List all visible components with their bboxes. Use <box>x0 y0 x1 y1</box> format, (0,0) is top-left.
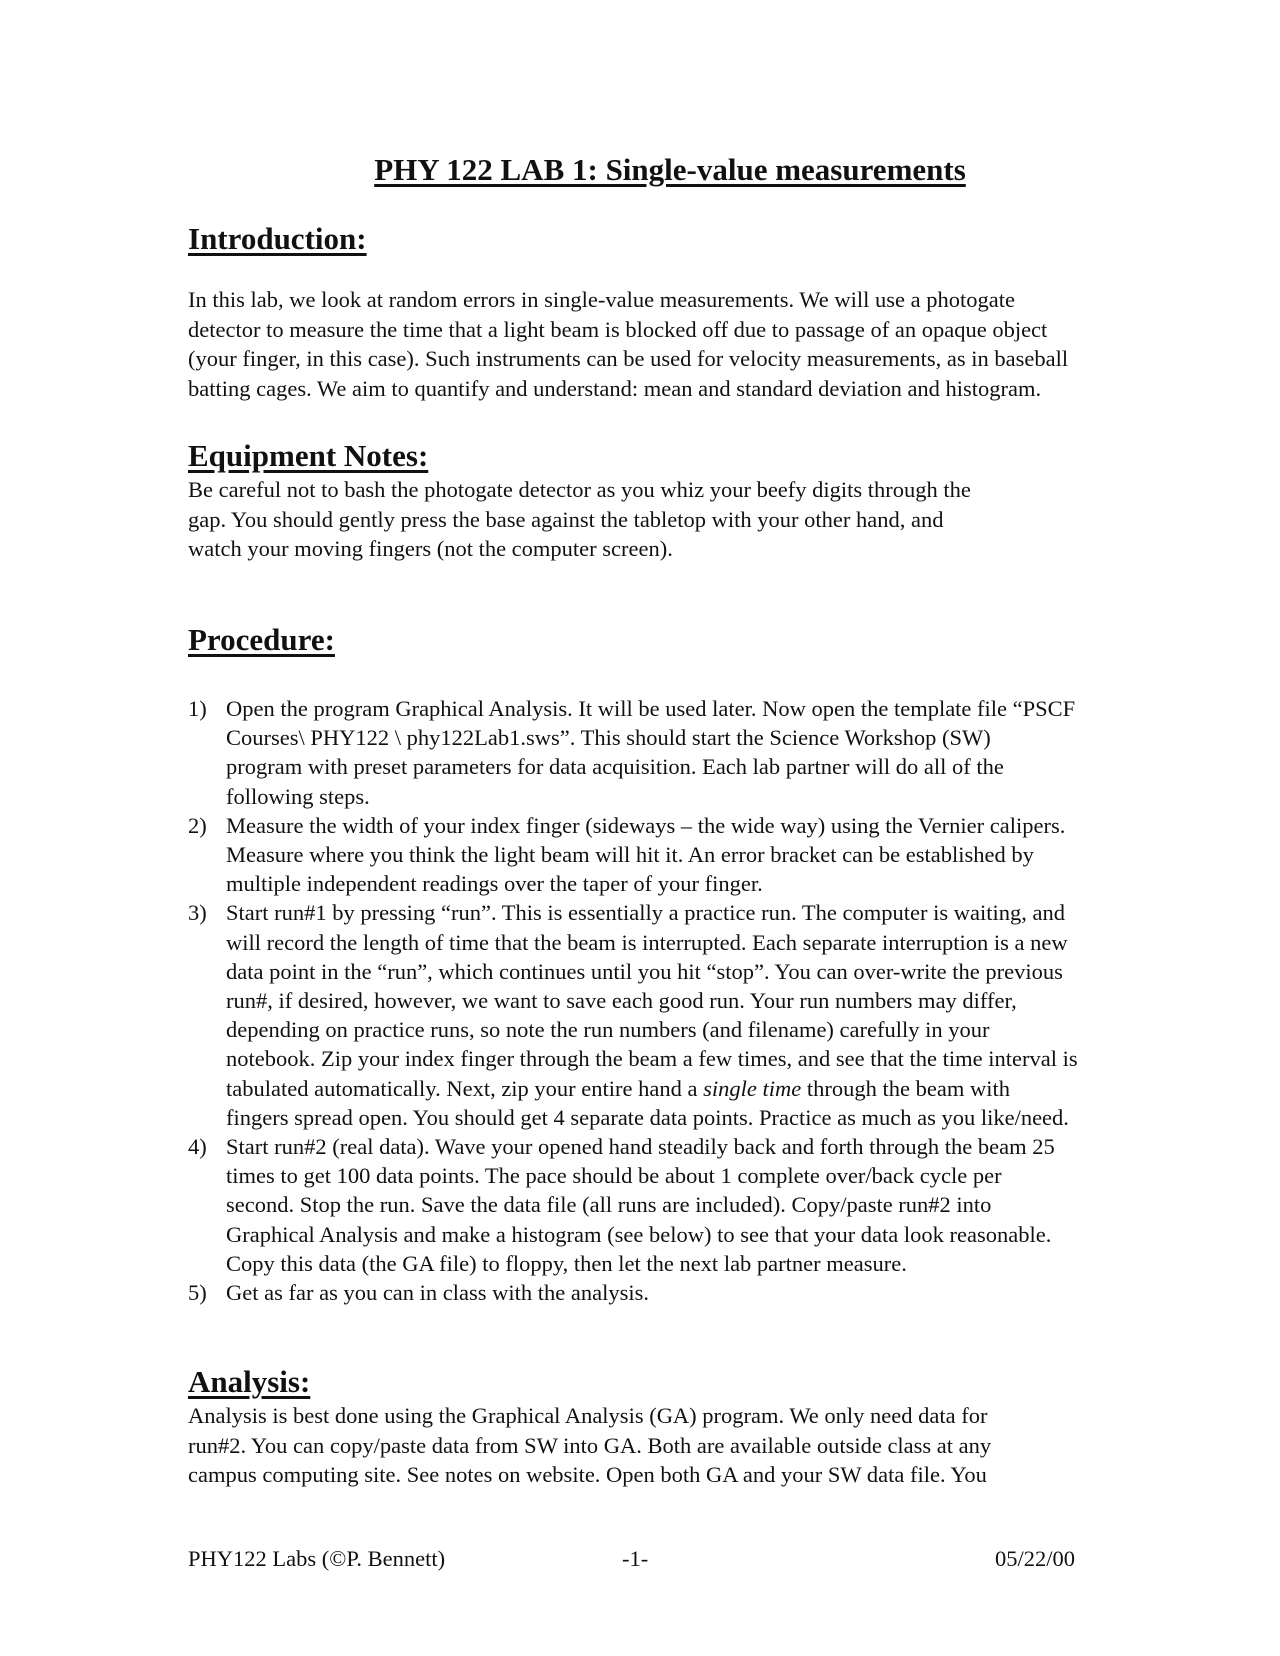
text-line: Copy this data (the GA file) to floppy, then let the next lab partner measure. <box>226 1250 907 1276</box>
step-number: 3) <box>188 900 207 926</box>
text-line: Measure the width of your index finger (sideways – the wide way) using the Vernier calipers. <box>226 812 1066 838</box>
text-run: through the beam with <box>801 1075 1010 1101</box>
text-line: following steps. <box>226 783 370 809</box>
text-line <box>226 1074 1188 1103</box>
introduction-paragraph <box>188 285 1168 403</box>
text-run: tabulated automatically. Next, zip your entire hand a <box>226 1075 704 1101</box>
text-line: times to get 100 data points. The pace should be about 1 complete over/back cycle per <box>226 1163 1002 1189</box>
text-line: detector to measure the time that a light beam is blocked off due to passage of an opaque object <box>188 316 1048 342</box>
text-line: In this lab, we look at random errors in single-value measurements. We will use a photogate <box>188 287 1015 312</box>
equipment-notes-paragraph <box>188 475 1168 564</box>
procedure-heading: Procedure: <box>188 622 335 657</box>
text-line: Courses\ PHY122 \ phy122Lab1.sws”. This should start the Science Workshop (SW) <box>226 725 991 751</box>
text-line: Be careful not to bash the photogate detector as you whiz your beefy digits through the <box>188 477 971 502</box>
text-line: campus computing site. See notes on website. Open both GA and your SW data file. You <box>188 1462 987 1487</box>
analysis-heading: Analysis: <box>188 1364 311 1399</box>
text-line: Measure where you think the light beam will hit it. An error bracket can be established by <box>226 842 1034 868</box>
text-line: Open the program Graphical Analysis. It will be used later. Now open the template file “PSCF <box>226 696 1076 721</box>
analysis-paragraph <box>188 1401 1168 1490</box>
procedure-step-1 <box>188 694 1188 811</box>
text-line: second. Stop the run. Save the data file (all runs are included). Copy/paste run#2 into <box>226 1192 992 1218</box>
procedure-step-5 <box>188 1278 1188 1307</box>
text-line: will record the length of time that the beam is interrupted. Each separate interruption is a new <box>226 929 1068 955</box>
step-number: 5) <box>188 1280 207 1306</box>
text-line: Analysis is best done using the Graphical Analysis (GA) program. We only need data for <box>188 1403 988 1428</box>
step-number: 1) <box>188 696 207 721</box>
procedure-steps <box>188 694 1188 1307</box>
text-line: Graphical Analysis and make a histogram (see below) to see that your data look reasonable. <box>226 1221 1052 1247</box>
text-line: watch your moving fingers (not the computer screen). <box>188 536 673 561</box>
text-line: fingers spread open. You should get 4 separate data points. Practice as much as you like/need. <box>226 1104 1069 1130</box>
text-line: Start run#1 by pressing “run”. This is essentially a practice run. The computer is waiting, and <box>226 900 1065 926</box>
step-number: 2) <box>188 812 207 838</box>
text-line: depending on practice runs, so note the run numbers (and filename) carefully in your <box>226 1017 990 1043</box>
text-line: Start run#2 (real data). Wave your opened hand steadily back and forth through the beam 25 <box>226 1134 1055 1160</box>
text-line: (your finger, in this case). Such instruments can be used for velocity measurements, as in baseball <box>188 346 1069 371</box>
text-line: program with preset parameters for data acquisition. Each lab partner will do all of the <box>226 754 1004 780</box>
step-number: 4) <box>188 1134 207 1160</box>
footer-left: PHY122 Labs (©P. Bennett) <box>188 1546 446 1571</box>
text-line: run#, if desired, however, we want to save each good run. Your run numbers may differ, <box>226 988 1017 1014</box>
text-line: data point in the “run”, which continues until you hit “stop”. You can over-write the previous <box>226 958 1063 984</box>
text-line: multiple independent readings over the taper of your finger. <box>226 871 763 897</box>
procedure-step-3 <box>188 898 1188 1132</box>
page-number: -1- <box>622 1546 649 1571</box>
equipment-notes-heading: Equipment Notes: <box>188 438 429 473</box>
text-line: run#2. You can copy/paste data from SW into GA. Both are available outside class at any <box>188 1432 992 1458</box>
document-title: PHY 122 LAB 1: Single-value measurements <box>374 152 966 187</box>
introduction-heading: Introduction: <box>188 221 367 256</box>
text-line: batting cages. We aim to quantify and understand: mean and standard deviation and histogram. <box>188 375 1042 401</box>
procedure-step-2 <box>188 811 1188 899</box>
emphasis-text: single time <box>703 1075 802 1101</box>
text-line: gap. You should gently press the base against the tabletop with your other hand, and <box>188 506 944 532</box>
procedure-step-4 <box>188 1132 1188 1278</box>
text-line: notebook. Zip your index finger through the beam a few times, and see that the time interval is <box>226 1046 1078 1072</box>
footer-date: 05/22/00 <box>995 1546 1076 1571</box>
text-line: Get as far as you can in class with the analysis. <box>226 1280 650 1306</box>
